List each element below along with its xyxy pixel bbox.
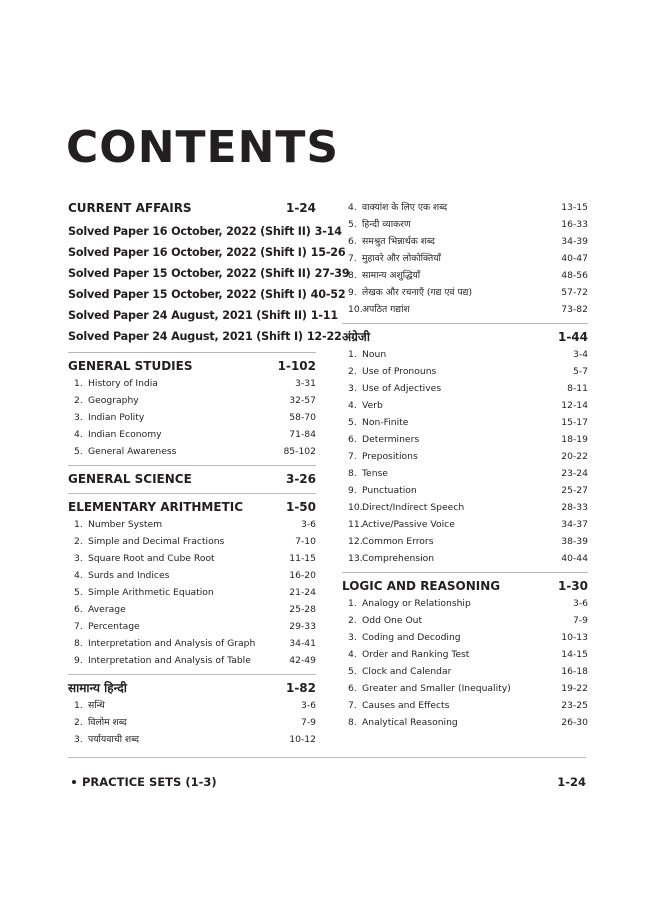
toc-item-pages: 16-18: [561, 666, 588, 677]
toc-item[interactable]: [342, 595, 588, 612]
toc-item-label: मुहावरे और लोकोक्तियाँ: [362, 253, 441, 264]
toc-item-label: Simple and Decimal Fractions: [88, 536, 225, 547]
toc-item-pages: 7-9: [300, 717, 316, 728]
toc-item-pages: 7-9: [572, 615, 588, 626]
toc-item[interactable]: [342, 629, 588, 646]
toc-item-number: 7.: [348, 451, 357, 462]
toc-item-pages: 32-57: [289, 395, 316, 406]
toc-entry-label: Solved Paper 24 August, 2021 (Shift II): [68, 309, 307, 322]
toc-item-pages: 34-39: [561, 236, 588, 247]
toc-entry-pages: 40-52: [310, 288, 346, 301]
toc-item-pages: 28-33: [561, 502, 588, 513]
toc-entry-current-affairs[interactable]: [68, 200, 316, 217]
toc-item-number: 7.: [74, 621, 83, 632]
toc-entry-pages: 27-39: [314, 267, 350, 280]
toc-item-pages: 21-24: [289, 587, 316, 598]
toc-entry-solved-paper[interactable]: [68, 263, 350, 284]
toc-item[interactable]: [342, 363, 588, 380]
toc-item-pages: 13-15: [561, 202, 588, 213]
toc-item-label: लेखक और रचनाएँ (गद्य एवं पद्य): [362, 287, 473, 298]
toc-item-number: 3.: [348, 632, 357, 643]
toc-item-pages: 7-10: [295, 536, 316, 547]
toc-item-label: Common Errors: [362, 536, 434, 547]
toc-entry-label: Solved Paper 16 October, 2022 (Shift II): [68, 225, 311, 238]
toc-item-label: Order and Ranking Test: [362, 649, 470, 660]
toc-item-pages: 23-25: [561, 700, 588, 711]
toc-entry-label: PRACTICE SETS (1-3): [82, 775, 217, 789]
section-heading-label: अंग्रेजी: [342, 330, 370, 344]
section-heading-label: सामान्य हिन्दी: [68, 681, 127, 695]
section-heading-pages: 1-102: [277, 359, 316, 373]
toc-item-pages: 3-6: [300, 519, 316, 530]
toc-item-number: 5.: [74, 446, 83, 457]
section-heading-label: GENERAL SCIENCE: [68, 472, 192, 486]
toc-item-number: 4.: [74, 429, 83, 440]
toc-item-number: 1.: [74, 519, 83, 530]
toc-item-label: Noun: [362, 349, 387, 360]
toc-item[interactable]: [342, 499, 588, 516]
toc-item-label: General Awareness: [88, 446, 177, 457]
toc-item[interactable]: [342, 431, 588, 448]
toc-item-pages: 29-33: [289, 621, 316, 632]
toc-entry-label: Solved Paper 16 October, 2022 (Shift I): [68, 246, 307, 259]
toc-item-label: वाक्यांश के लिए एक शब्द: [362, 202, 448, 213]
toc-item-pages: 34-37: [561, 519, 588, 530]
section-divider: [68, 352, 316, 353]
toc-entry-pages: 15-26: [310, 246, 346, 259]
toc-item-number: 5.: [74, 587, 83, 598]
toc-item[interactable]: [342, 697, 588, 714]
toc-item-number: 1.: [348, 598, 357, 609]
toc-item[interactable]: [68, 533, 316, 550]
toc-item[interactable]: [68, 567, 316, 584]
toc-item-label: Punctuation: [362, 485, 417, 496]
toc-item-label: विलोम शब्द: [88, 717, 127, 728]
toc-item-pages: 71-84: [289, 429, 316, 440]
toc-item[interactable]: [68, 714, 316, 731]
toc-item[interactable]: [68, 375, 316, 392]
toc-item[interactable]: [342, 482, 588, 499]
toc-item-number: 6.: [348, 683, 357, 694]
toc-item[interactable]: [342, 233, 588, 250]
toc-item-number: 7.: [348, 700, 357, 711]
section-heading-logic-reasoning[interactable]: [342, 578, 588, 595]
toc-item-pages: 3-6: [300, 700, 316, 711]
toc-item-label: Verb: [362, 400, 383, 411]
toc-item-pages: 16-20: [289, 570, 316, 581]
section-heading-label: LOGIC AND REASONING: [342, 579, 501, 593]
contents-left-column: [68, 200, 350, 748]
toc-entry-solved-paper[interactable]: [68, 221, 342, 242]
toc-item[interactable]: [68, 731, 316, 748]
toc-item[interactable]: [68, 426, 316, 443]
toc-item-number: 10.: [348, 304, 363, 315]
toc-item-number: 6.: [348, 236, 357, 247]
toc-item-pages: 23-24: [561, 468, 588, 479]
toc-item[interactable]: [342, 346, 588, 363]
toc-item-number: 9.: [348, 485, 357, 496]
toc-item-label: अपठित गद्यांश: [362, 304, 410, 315]
toc-item[interactable]: [342, 267, 588, 284]
toc-item-number: 2.: [74, 536, 83, 547]
toc-item-number: 1.: [348, 349, 357, 360]
toc-item-pages: 5-7: [572, 366, 588, 377]
section-heading-pages: 1-82: [285, 681, 316, 695]
toc-item-label: Geography: [88, 395, 139, 406]
toc-item-number: 5.: [348, 219, 357, 230]
toc-item[interactable]: [342, 714, 588, 731]
toc-item[interactable]: [68, 409, 316, 426]
toc-entry-pages: 1-24: [557, 775, 586, 789]
toc-item-label: History of India: [88, 378, 158, 389]
toc-item-number: 1.: [74, 700, 83, 711]
toc-item[interactable]: [68, 516, 316, 533]
toc-entry-label: CURRENT AFFAIRS: [68, 201, 192, 215]
toc-item[interactable]: [342, 465, 588, 482]
toc-entry-pages: 12-22: [306, 330, 342, 343]
toc-item-pages: 40-47: [561, 253, 588, 264]
section-divider: [68, 493, 316, 494]
toc-item-label: सामान्य अशुद्धियाँ: [362, 270, 421, 281]
toc-item-pages: 3-31: [295, 378, 316, 389]
toc-item-pages: 25-27: [561, 485, 588, 496]
toc-item-label: Causes and Effects: [362, 700, 450, 711]
toc-item-pages: 10-13: [561, 632, 588, 643]
toc-item-number: 2.: [348, 615, 357, 626]
section-heading-angrezi[interactable]: [342, 329, 588, 346]
section-divider: [342, 323, 588, 324]
toc-item-label: Percentage: [88, 621, 140, 632]
toc-item-label: Use of Adjectives: [362, 383, 442, 394]
toc-item-pages: 85-102: [283, 446, 316, 457]
toc-item-label: Non-Finite: [362, 417, 409, 428]
toc-item-number: 5.: [348, 417, 357, 428]
toc-item-pages: 26-30: [561, 717, 588, 728]
toc-entry-solved-paper[interactable]: [68, 242, 346, 263]
section-heading-pages: 1-50: [285, 500, 316, 514]
toc-item[interactable]: [68, 697, 316, 714]
toc-item-number: 6.: [74, 604, 83, 615]
toc-item-label: Coding and Decoding: [362, 632, 461, 643]
toc-item[interactable]: [342, 199, 588, 216]
toc-item-pages: 11-15: [289, 553, 316, 564]
toc-item-label: Number System: [88, 519, 163, 530]
toc-item-label: Odd One Out: [362, 615, 423, 626]
toc-item-pages: 18-19: [561, 434, 588, 445]
section-heading-general-studies[interactable]: [68, 358, 316, 375]
toc-item-label: Use of Pronouns: [362, 366, 437, 377]
toc-item-pages: 15-17: [561, 417, 588, 428]
toc-item[interactable]: [68, 635, 316, 652]
toc-item-number: 3.: [74, 412, 83, 423]
toc-item-number: 4.: [74, 570, 83, 581]
toc-item-number: 9.: [348, 287, 357, 298]
toc-item-label: Tense: [362, 468, 388, 479]
toc-item-pages: 34-41: [289, 638, 316, 649]
section-heading-pages: 1-44: [557, 330, 588, 344]
bullet-icon: [72, 780, 76, 784]
toc-item-pages: 73-82: [561, 304, 588, 315]
toc-item-label: Clock and Calendar: [362, 666, 452, 677]
toc-item-number: 7.: [348, 253, 357, 264]
toc-item-pages: 38-39: [561, 536, 588, 547]
toc-item[interactable]: [342, 516, 588, 533]
toc-item-label: Interpretation and Analysis of Graph: [88, 638, 256, 649]
toc-item[interactable]: [342, 216, 588, 233]
toc-item-pages: 3-4: [572, 349, 588, 360]
toc-item-number: 1.: [74, 378, 83, 389]
section-heading-samanya-hindi[interactable]: [68, 680, 316, 697]
toc-item-pages: 3-6: [572, 598, 588, 609]
toc-item-number: 4.: [348, 400, 357, 411]
toc-item-label: सन्धि: [88, 700, 105, 711]
toc-item-label: पर्यायवाची शब्द: [88, 734, 140, 745]
toc-item-number: 8.: [348, 717, 357, 728]
toc-item-label: हिन्दी व्याकरण: [362, 219, 411, 230]
section-heading-label: ELEMENTARY ARITHMETIC: [68, 500, 244, 514]
toc-item-label: समश्रुत भिन्नार्थक शब्द: [362, 236, 435, 247]
toc-item[interactable]: [342, 448, 588, 465]
toc-item-number: 5.: [348, 666, 357, 677]
toc-item[interactable]: [342, 663, 588, 680]
toc-item-number: 4.: [348, 649, 357, 660]
section-heading-label: GENERAL STUDIES: [68, 359, 193, 373]
toc-item-number: 3.: [74, 553, 83, 564]
toc-item-number: 13.: [348, 553, 363, 564]
toc-item-pages: 57-72: [561, 287, 588, 298]
toc-item-pages: 12-14: [561, 400, 588, 411]
toc-item-label: Active/Passive Voice: [362, 519, 455, 530]
toc-item[interactable]: [342, 250, 588, 267]
toc-item-label: Determiners: [362, 434, 420, 445]
toc-item-pages: 8-11: [567, 383, 588, 394]
toc-entry-solved-paper[interactable]: [68, 284, 346, 305]
toc-item-number: 9.: [74, 655, 83, 666]
toc-item[interactable]: [342, 301, 588, 318]
toc-item-pages: 16-33: [561, 219, 588, 230]
toc-item-pages: 19-22: [561, 683, 588, 694]
toc-item-label: Surds and Indices: [88, 570, 170, 581]
toc-item-pages: 42-49: [289, 655, 316, 666]
toc-item[interactable]: [342, 380, 588, 397]
section-heading-elementary-arithmetic[interactable]: [68, 499, 316, 516]
section-divider: [68, 674, 316, 675]
toc-item[interactable]: [68, 443, 316, 460]
toc-item-label: Simple Arithmetic Equation: [88, 587, 214, 598]
toc-item-number: 8.: [74, 638, 83, 649]
toc-entry-label: Solved Paper 24 August, 2021 (Shift I): [68, 330, 303, 343]
toc-item-number: 3.: [74, 734, 83, 745]
toc-item-pages: 20-22: [561, 451, 588, 462]
toc-item-number: 3.: [348, 383, 357, 394]
toc-item-label: Prepositions: [362, 451, 418, 462]
toc-item-number: 6.: [348, 434, 357, 445]
toc-item[interactable]: [68, 392, 316, 409]
toc-entry-pages: 3-14: [314, 225, 342, 238]
toc-entry-solved-paper[interactable]: [68, 326, 342, 347]
toc-item[interactable]: [342, 397, 588, 414]
toc-item-pages: 48-56: [561, 270, 588, 281]
toc-item-number: 11.: [348, 519, 363, 530]
toc-item-label: Greater and Smaller (Inequality): [362, 683, 511, 694]
toc-entry-practice-sets[interactable]: [68, 775, 586, 789]
toc-item-number: 2.: [74, 717, 83, 728]
toc-item-pages: 40-44: [561, 553, 588, 564]
toc-item-pages: 14-15: [561, 649, 588, 660]
toc-item-label: Indian Economy: [88, 429, 162, 440]
toc-item[interactable]: [342, 680, 588, 697]
section-divider: [342, 572, 588, 573]
toc-item-label: Direct/Indirect Speech: [362, 502, 465, 513]
toc-item-pages: 58-70: [289, 412, 316, 423]
toc-item-pages: 25-28: [289, 604, 316, 615]
toc-item-label: Comprehension: [362, 553, 435, 564]
toc-entry-pages: 1-24: [285, 201, 316, 215]
toc-item[interactable]: [68, 601, 316, 618]
toc-item[interactable]: [342, 646, 588, 663]
toc-item-label: Analytical Reasoning: [362, 717, 458, 728]
page-title: CONTENTS: [66, 122, 340, 173]
section-heading-general-science[interactable]: [68, 471, 316, 488]
section-heading-pages: 3-26: [285, 472, 316, 486]
section-divider: [68, 465, 316, 466]
toc-item[interactable]: [68, 584, 316, 601]
toc-item-label: Interpretation and Analysis of Table: [88, 655, 251, 666]
toc-item[interactable]: [342, 550, 588, 567]
toc-item[interactable]: [342, 533, 588, 550]
toc-entry-pages: 1-11: [310, 309, 338, 322]
toc-item-label: Average: [88, 604, 126, 615]
toc-item-label: Square Root and Cube Root: [88, 553, 215, 564]
toc-item-number: 4.: [348, 202, 357, 213]
toc-entry-solved-paper[interactable]: [68, 305, 338, 326]
section-heading-pages: 1-30: [557, 579, 588, 593]
toc-item-number: 10.: [348, 502, 363, 513]
toc-item-number: 2.: [348, 366, 357, 377]
toc-item-number: 12.: [348, 536, 363, 547]
toc-entry-label: Solved Paper 15 October, 2022 (Shift II): [68, 267, 311, 280]
toc-item-number: 2.: [74, 395, 83, 406]
toc-item[interactable]: [68, 652, 316, 669]
toc-item[interactable]: [342, 284, 588, 301]
toc-item-label: Analogy or Relationship: [362, 598, 471, 609]
toc-item-number: 8.: [348, 468, 357, 479]
toc-item-pages: 10-12: [289, 734, 316, 745]
toc-item[interactable]: [342, 612, 588, 629]
contents-right-column: [342, 199, 588, 731]
toc-item[interactable]: [68, 550, 316, 567]
toc-item[interactable]: [342, 414, 588, 431]
toc-item-label: Indian Polity: [88, 412, 145, 423]
toc-entry-label: Solved Paper 15 October, 2022 (Shift I): [68, 288, 307, 301]
toc-item-number: 8.: [348, 270, 357, 281]
toc-item[interactable]: [68, 618, 316, 635]
footer-divider: [68, 757, 586, 758]
